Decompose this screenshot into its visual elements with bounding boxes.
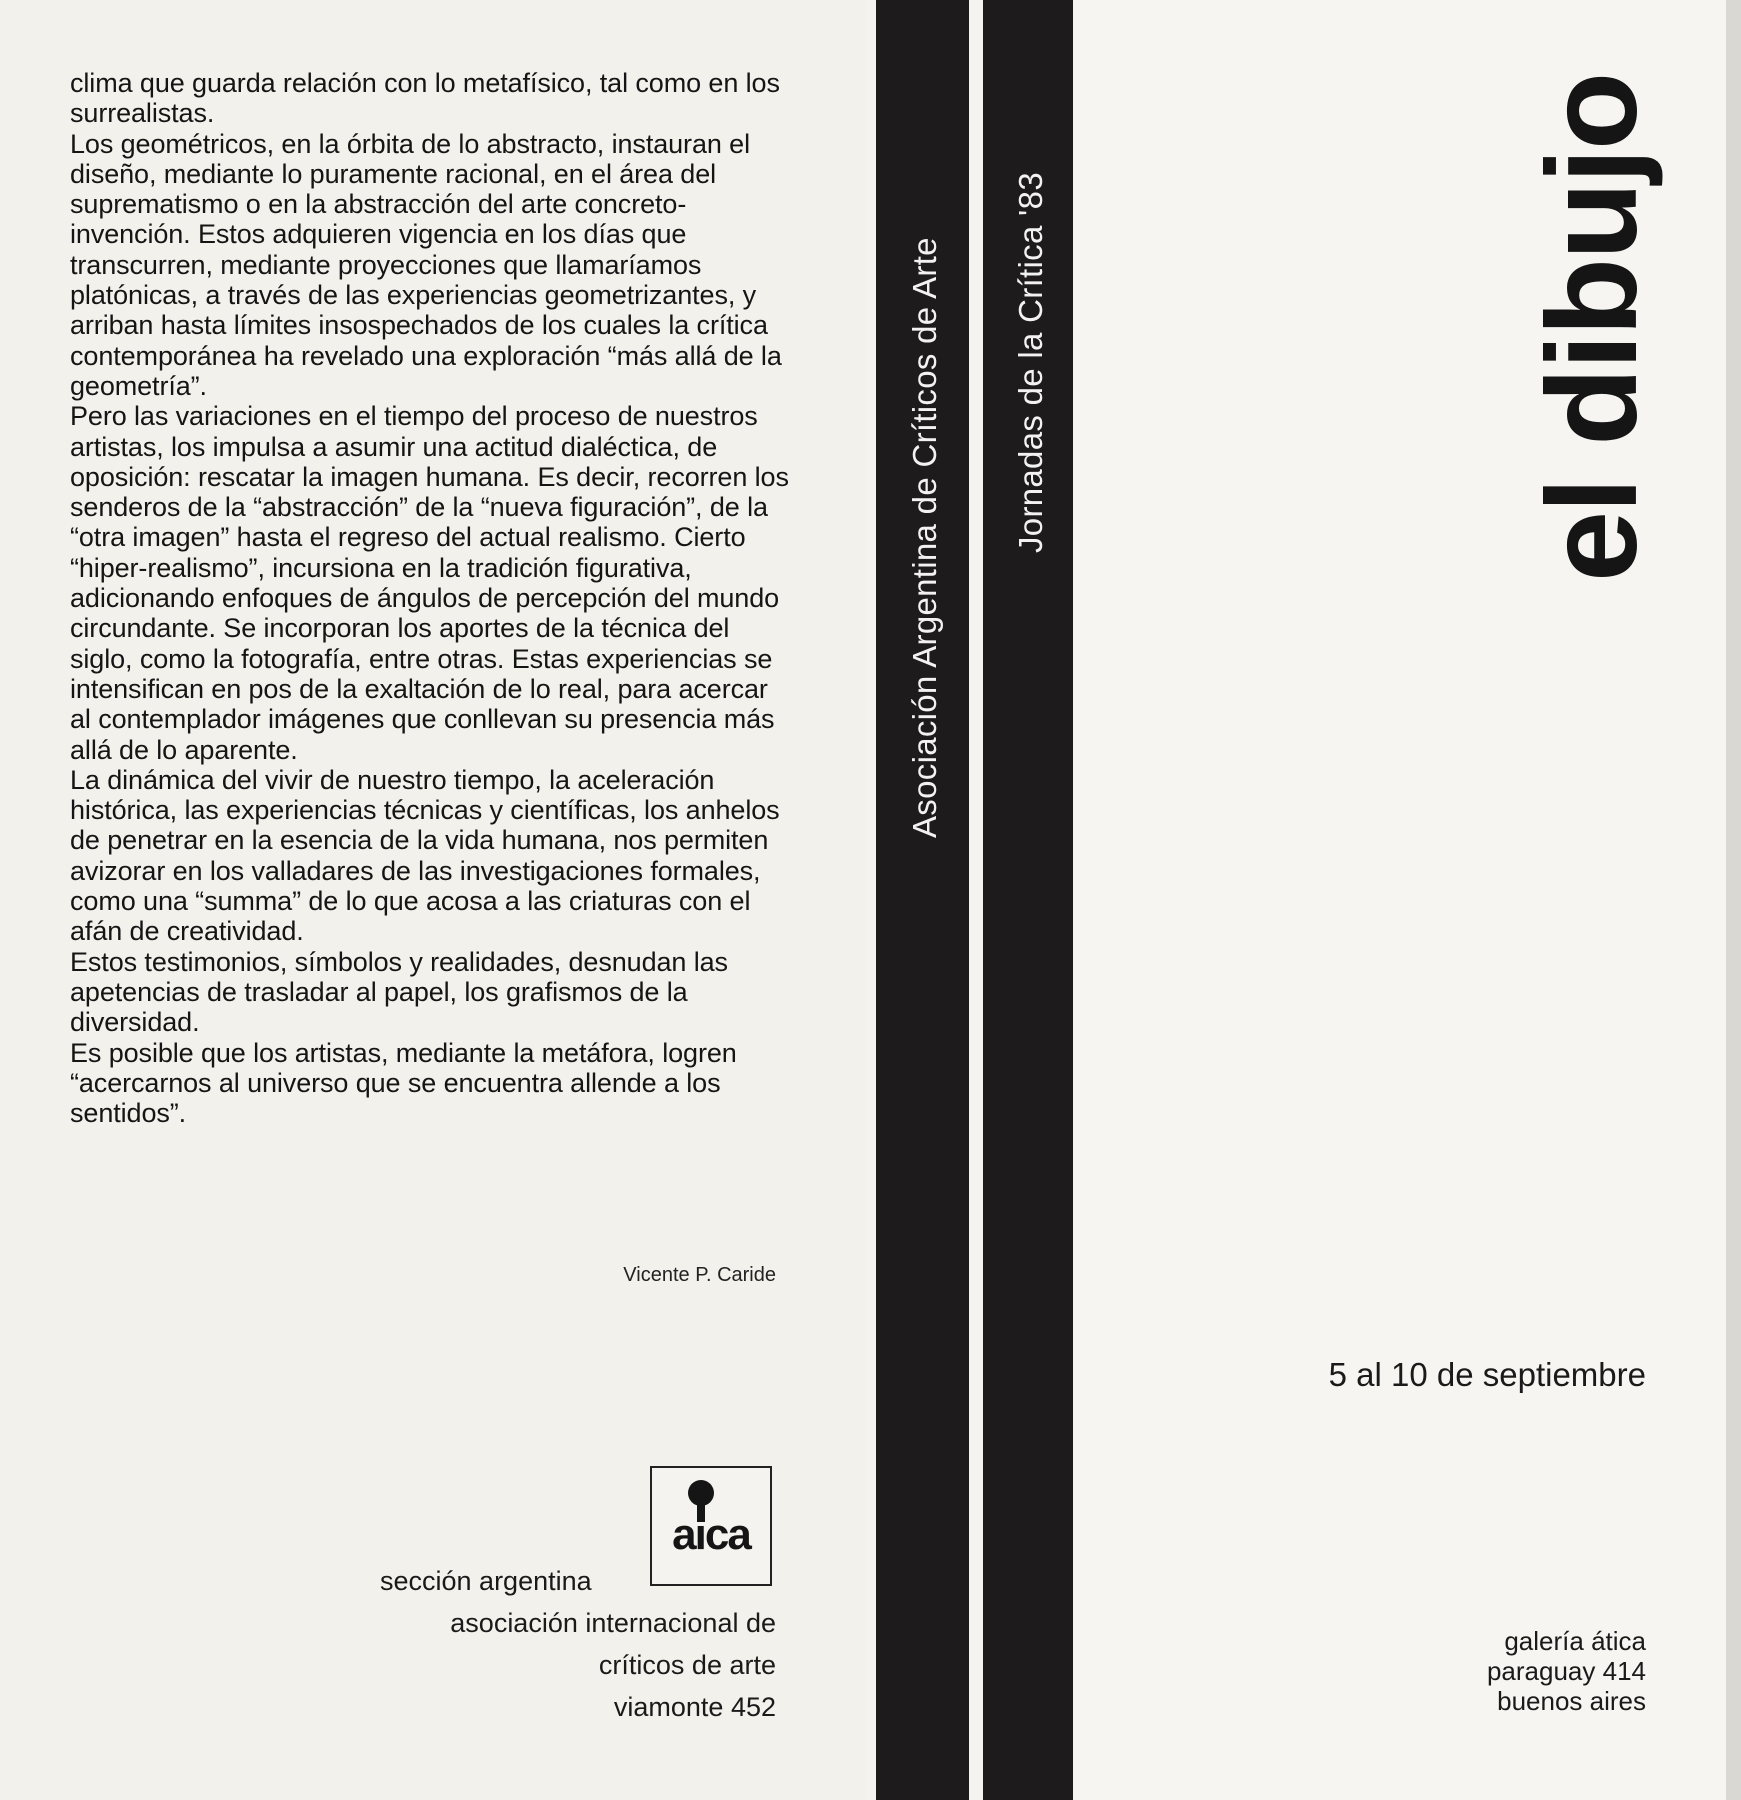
- org-line: viamonte 452: [613, 1692, 776, 1722]
- essay-paragraph: Estos testimonios, símbolos y realidades, desnudan las apetencias de trasladar al papel, los grafismos de la diversidad.: [70, 946, 728, 1038]
- essay-paragraph: Pero las variaciones en el tiempo del proceso de nuestros artistas, los impulsa a asumir una actitud dialéctica, de oposición: rescatar la imagen humana. Es decir, recorren los senderos de la “abstracción” de la “nueva figuración”, de la “otra imagen” hasta el regreso del actual realismo. Cierto “hiper-realismo”, incursiona en la tradición figurativa, adicionando enfoques de ángulos de percepción del mundo circundante. Se incorporan los aportes de la técnica del siglo, como la fotografía, entre otras. Estas experiencias se intensifican en pos de la exaltación de lo real, para acercar al contemplador imágenes que conllevan su presencia más allá de lo aparente.: [70, 401, 789, 765]
- essay-paragraph: Es posible que los artistas, mediante la metáfora, logren “acercarnos al universo que se encuentra allende a los sentidos”.: [70, 1037, 737, 1129]
- organization-address: [380, 1560, 776, 1728]
- venue-line: buenos aires: [1497, 1686, 1646, 1716]
- org-line: sección argentina: [380, 1566, 592, 1596]
- essay-paragraph: La dinámica del vivir de nuestro tiempo, la aceleración histórica, las experiencias técnicas y científicas, los anhelos de penetrar en la esencia de la vida humana, nos permiten avizorar en los valladares de las investigaciones formales, como una “summa” de lo que acosa a las criaturas con el afán de creatividad.: [70, 764, 780, 947]
- essay-text: [70, 68, 790, 1128]
- spine-association-text: Asociación Argentina de Críticos de Arte: [906, 237, 943, 838]
- essay-paragraph: Los geométricos, en la órbita de lo abstracto, instauran el diseño, mediante lo puramente racional, en el área del suprematismo o en la abstracción del arte concreto-invención. Estos adquieren vigencia en los días que transcurren, mediante proyecciones que llamaríamos platónicas, a través de las experiencias geometrizantes, y arriban hasta límites insospechados de los cuales la crítica contemporánea ha revelado una exploración “más allá de la geometría”.: [70, 128, 782, 401]
- org-line: críticos de arte: [598, 1650, 776, 1680]
- org-line: asociación internacional de: [450, 1608, 776, 1638]
- spine-event-text: Jornadas de la Crítica '83: [1012, 172, 1049, 553]
- essay-paragraph: clima que guarda relación con lo metafísico, tal como en los surrealistas.: [70, 68, 780, 129]
- author-signature: Vicente P. Caride: [623, 1264, 776, 1286]
- exhibition-dates: 5 al 10 de septiembre: [1328, 1356, 1646, 1393]
- venue-address: [1300, 1626, 1646, 1716]
- paper-edge: [1726, 0, 1741, 1800]
- cover-title: el dibujo: [1521, 73, 1664, 582]
- logo-wordmark: aica: [672, 1510, 750, 1559]
- venue-line: galería ática: [1504, 1626, 1646, 1656]
- venue-line: paraguay 414: [1486, 1656, 1646, 1686]
